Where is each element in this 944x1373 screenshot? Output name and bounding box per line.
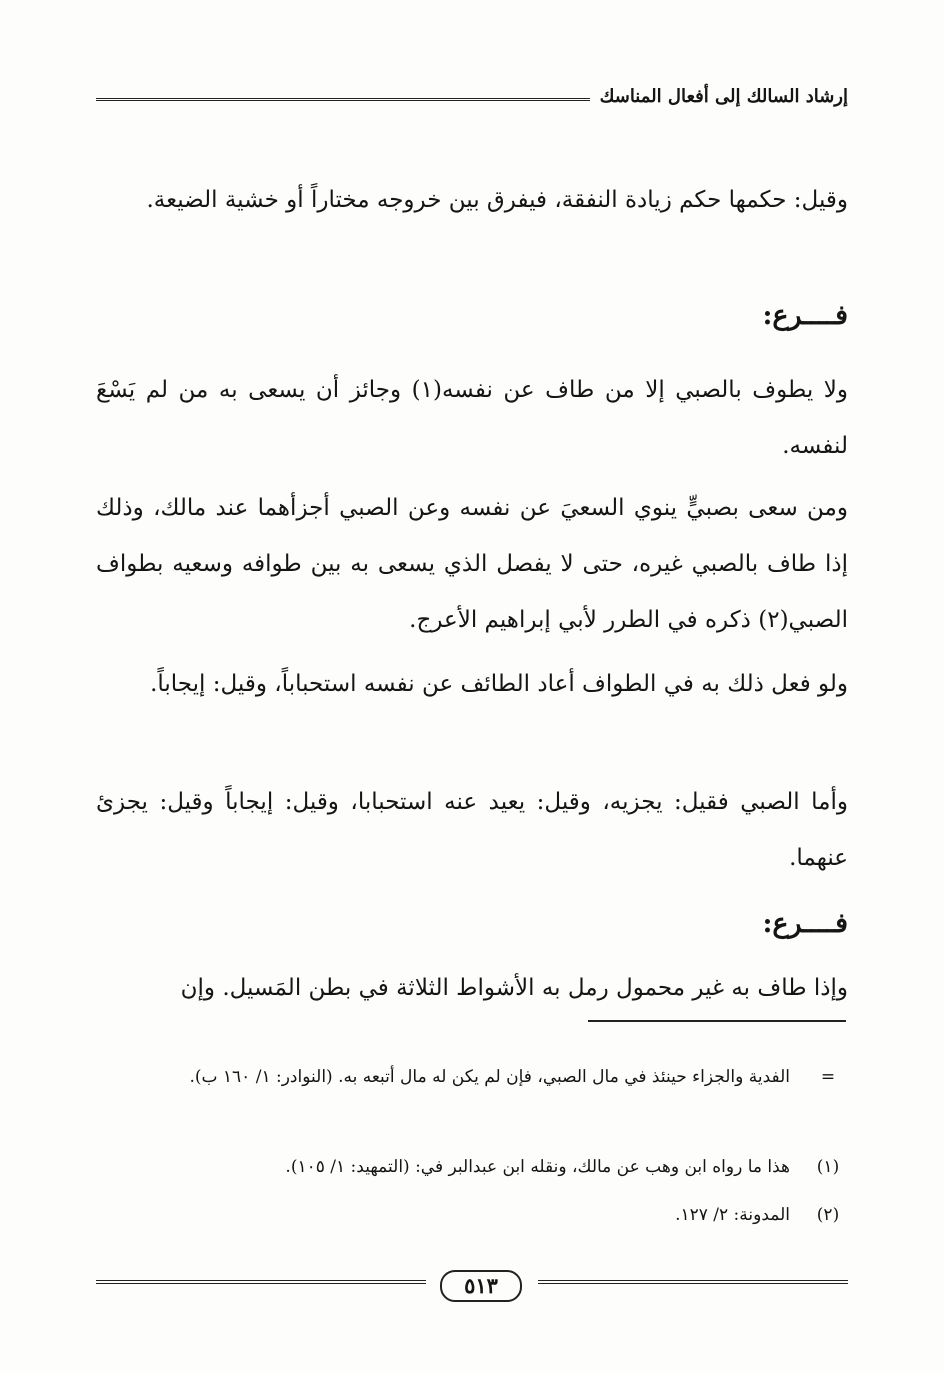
- paragraph-4: ولو فعل ذلك به في الطواف أعاد الطائف عن نفسه استحباباً، وقيل: إيجاباً.: [150, 671, 848, 697]
- footnote-continuation-mark: =: [820, 1067, 836, 1087]
- paragraph-2: ولا يطوف بالصبي إلا من طاف عن نفسه(١) وجائز أن يسعى به من لم يَسْعَ لنفسه.: [96, 377, 849, 459]
- footnote-2-text: المدونة: ٢/ ١٢٧.: [675, 1205, 790, 1225]
- footnote-2-mark: (٢): [816, 1205, 840, 1225]
- footnote-1-text: هذا ما رواه ابن وهب عن مالك، ونقله ابن عبدالبر في: (التمهيد: ١/ ١٠٥).: [285, 1157, 790, 1177]
- footer-rule-right: [538, 1280, 848, 1284]
- footnote-1: [96, 1154, 848, 1180]
- page-footer: [96, 1270, 848, 1300]
- footer-rule-left: [96, 1280, 426, 1284]
- footnote-1-mark: (١): [816, 1157, 840, 1177]
- paragraph-3: ومن سعى بصبيٍّ ينوي السعيَ عن نفسه وعن الصبي أجزأهما عند مالك، وذلك إذا طاف بالصبي غيره، حتى لا يفصل الذي يسعى به بين طوافه وسعيه بطواف الصبي(٢) ذكره في الطرر لأبي إبراهيم الأعرج.: [96, 495, 848, 633]
- footnote-2: [96, 1202, 848, 1228]
- footnote-separator: [588, 1020, 846, 1022]
- section-heading-2: فــــرع:: [762, 908, 848, 939]
- paragraph-1: وقيل: حكمها حكم زيادة النفقة، فيفرق بين خروجه مختاراً أو خشية الضيعة.: [146, 187, 848, 213]
- page-number: ٥١٣: [440, 1270, 522, 1302]
- paragraph-6: وإذا طاف به غير محمول رمل به الأشواط الثلاثة في بطن المَسيل. وإن: [180, 975, 848, 1001]
- footnote-continuation-text: الفدية والجزاء حينئذ في مال الصبي، فإن لم يكن له مال أتبعه به. (النوادر: ١/ ١٦٠ ب).: [189, 1067, 790, 1087]
- running-header: [96, 88, 848, 110]
- section-heading-1: فــــرع:: [762, 300, 848, 331]
- paragraph-5: وأما الصبي فقيل: يجزيه، وقيل: يعيد عنه استحبابا، وقيل: إيجاباً وقيل: يجزئ عنهما.: [96, 789, 848, 871]
- footnote-continuation: [96, 1050, 848, 1104]
- book-title: إرشاد السالك إلى أفعال المناسك: [590, 86, 848, 107]
